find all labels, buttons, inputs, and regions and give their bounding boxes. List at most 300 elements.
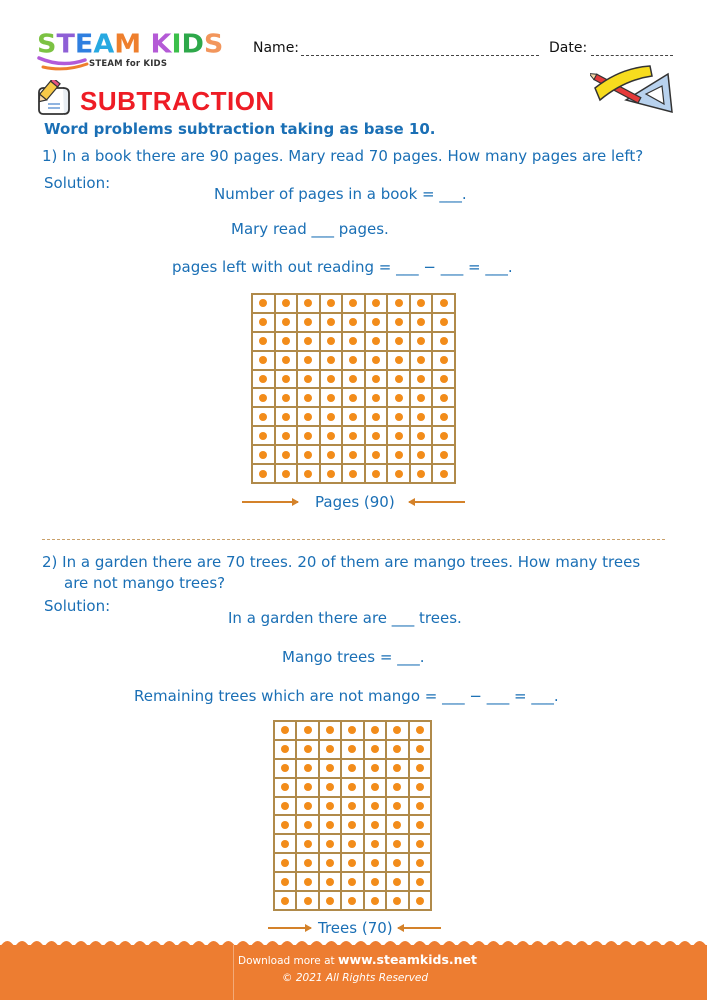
grid-cell xyxy=(274,778,296,797)
name-field[interactable] xyxy=(301,55,539,56)
grid-cell xyxy=(274,853,296,872)
grid-cell xyxy=(252,388,275,407)
instruction-text: Word problems subtraction taking as base 10. xyxy=(44,120,436,138)
grid-cell xyxy=(364,872,386,891)
grid-cell xyxy=(432,332,455,351)
grid-cell xyxy=(275,332,298,351)
dot-icon xyxy=(372,356,380,364)
scallop-border xyxy=(0,937,707,947)
grid-cell xyxy=(319,778,341,797)
grid-cell xyxy=(365,464,388,483)
grid-cell xyxy=(296,834,318,853)
footer-download-text xyxy=(238,952,477,967)
grid-cell xyxy=(319,721,341,740)
grid-cell xyxy=(297,426,320,445)
grid-cell xyxy=(342,351,365,370)
grid-cell xyxy=(432,407,455,426)
grid-cell xyxy=(320,313,343,332)
trees-dot-grid xyxy=(273,720,432,911)
dot-icon xyxy=(416,783,424,791)
dot-icon xyxy=(327,337,335,345)
grid-cell xyxy=(296,853,318,872)
grid-cell xyxy=(252,445,275,464)
dot-icon xyxy=(281,783,289,791)
grid-cell xyxy=(252,407,275,426)
dot-icon xyxy=(417,375,425,383)
grid-cell xyxy=(320,294,343,313)
dot-icon xyxy=(349,318,357,326)
copyright-text: © 2021 All Rights Reserved xyxy=(282,972,429,984)
grid-cell xyxy=(319,740,341,759)
grid-cell xyxy=(432,370,455,389)
grid-cell xyxy=(297,407,320,426)
dot-icon xyxy=(395,451,403,459)
grid-cell xyxy=(296,815,318,834)
problem-2-solution-label: Solution: xyxy=(44,597,111,615)
logo-swoosh-icon xyxy=(37,56,97,72)
dot-icon xyxy=(282,413,290,421)
grid-cell xyxy=(342,464,365,483)
dot-icon xyxy=(393,897,401,905)
logo-letter: K xyxy=(150,29,172,60)
dot-icon xyxy=(304,470,312,478)
grid-cell xyxy=(410,351,433,370)
dot-icon xyxy=(393,726,401,734)
dot-icon xyxy=(281,764,289,772)
dot-icon xyxy=(417,356,425,364)
dot-icon xyxy=(393,840,401,848)
grid-cell xyxy=(409,891,431,910)
grid-cell xyxy=(432,313,455,332)
logo-letter xyxy=(141,31,150,60)
footer-divider xyxy=(233,945,234,1000)
website-link[interactable]: www.steamkids.net xyxy=(337,952,478,967)
problem-1-step-1: Number of pages in a book = ___. xyxy=(214,185,467,203)
grid-cell xyxy=(319,815,341,834)
grid-cell xyxy=(297,464,320,483)
dot-icon xyxy=(281,726,289,734)
dot-icon xyxy=(371,897,379,905)
dot-icon xyxy=(259,337,267,345)
problem-2-step-2: Mango trees = ___. xyxy=(282,648,425,666)
grid-cell xyxy=(275,445,298,464)
dot-icon xyxy=(417,413,425,421)
dot-icon xyxy=(371,764,379,772)
dot-icon xyxy=(371,821,379,829)
dot-icon xyxy=(281,859,289,867)
dot-icon xyxy=(348,802,356,810)
grid-cell xyxy=(365,445,388,464)
dot-icon xyxy=(372,470,380,478)
grid-cell xyxy=(387,407,410,426)
logo-letter: M xyxy=(114,29,142,60)
dot-icon xyxy=(395,413,403,421)
dot-icon xyxy=(259,451,267,459)
problem-1-caption: Pages (90) xyxy=(315,493,395,511)
grid-cell xyxy=(274,721,296,740)
dot-icon xyxy=(371,840,379,848)
dot-icon xyxy=(372,318,380,326)
date-field[interactable] xyxy=(591,55,673,56)
grid-cell xyxy=(410,370,433,389)
dot-icon xyxy=(282,318,290,326)
grid-cell xyxy=(320,426,343,445)
dot-icon xyxy=(259,394,267,402)
grid-cell xyxy=(409,778,431,797)
download-prefix: Download more at xyxy=(238,955,338,967)
grid-cell xyxy=(275,407,298,426)
dot-icon xyxy=(326,726,334,734)
problem-1-step-3: pages left with out reading = ___ − ___ = ___. xyxy=(172,258,513,276)
dot-icon xyxy=(259,356,267,364)
dot-icon xyxy=(327,470,335,478)
dot-icon xyxy=(281,840,289,848)
dot-icon xyxy=(259,318,267,326)
grid-cell xyxy=(410,445,433,464)
dot-icon xyxy=(259,470,267,478)
grid-cell xyxy=(365,351,388,370)
grid-cell xyxy=(409,759,431,778)
dot-icon xyxy=(372,432,380,440)
grid-cell xyxy=(365,313,388,332)
grid-cell xyxy=(387,294,410,313)
grid-cell xyxy=(365,388,388,407)
grid-cell xyxy=(319,891,341,910)
dot-icon xyxy=(371,802,379,810)
dot-icon xyxy=(395,432,403,440)
dot-icon xyxy=(372,413,380,421)
grid-cell xyxy=(432,351,455,370)
dot-icon xyxy=(326,783,334,791)
problem-1-step-2: Mary read ___ pages. xyxy=(231,220,389,238)
grid-cell xyxy=(409,740,431,759)
dot-icon xyxy=(326,745,334,753)
dot-icon xyxy=(440,356,448,364)
dot-icon xyxy=(371,745,379,753)
dot-icon xyxy=(416,840,424,848)
dot-icon xyxy=(395,337,403,345)
dot-icon xyxy=(440,318,448,326)
dot-icon xyxy=(304,375,312,383)
dot-icon xyxy=(281,897,289,905)
dot-icon xyxy=(349,470,357,478)
grid-cell xyxy=(364,721,386,740)
grid-cell xyxy=(342,407,365,426)
dot-icon xyxy=(281,802,289,810)
dot-icon xyxy=(304,897,312,905)
dot-icon xyxy=(348,764,356,772)
dot-icon xyxy=(304,859,312,867)
dot-icon xyxy=(281,745,289,753)
dot-icon xyxy=(304,318,312,326)
name-label: Name: xyxy=(253,40,300,56)
problem-2-step-3: Remaining trees which are not mango = ___ − ___ = ___. xyxy=(134,687,559,705)
grid-cell xyxy=(364,759,386,778)
dot-icon xyxy=(348,840,356,848)
grid-cell xyxy=(341,759,363,778)
dot-icon xyxy=(440,451,448,459)
grid-cell xyxy=(275,370,298,389)
grid-cell xyxy=(252,370,275,389)
grid-cell xyxy=(364,853,386,872)
grid-cell xyxy=(341,740,363,759)
dot-icon xyxy=(327,451,335,459)
dot-icon xyxy=(304,356,312,364)
dot-icon xyxy=(372,299,380,307)
dot-icon xyxy=(417,394,425,402)
dot-icon xyxy=(417,470,425,478)
grid-cell xyxy=(274,797,296,816)
grid-cell xyxy=(297,332,320,351)
dot-icon xyxy=(327,375,335,383)
grid-cell xyxy=(341,815,363,834)
dot-icon xyxy=(282,470,290,478)
dot-icon xyxy=(282,375,290,383)
dot-icon xyxy=(417,299,425,307)
grid-cell xyxy=(409,853,431,872)
dot-icon xyxy=(416,802,424,810)
grid-cell xyxy=(386,778,408,797)
grid-cell xyxy=(386,834,408,853)
left-arrow-icon xyxy=(409,501,465,503)
dot-icon xyxy=(416,859,424,867)
dot-icon xyxy=(327,318,335,326)
dot-icon xyxy=(304,878,312,886)
grid-cell xyxy=(387,313,410,332)
problem-2-question-line-2: are not mango trees? xyxy=(64,574,226,592)
grid-cell xyxy=(297,370,320,389)
grid-cell xyxy=(341,853,363,872)
grid-cell xyxy=(342,313,365,332)
grid-cell xyxy=(274,815,296,834)
grid-cell xyxy=(387,464,410,483)
grid-cell xyxy=(320,464,343,483)
dot-icon xyxy=(395,394,403,402)
dot-icon xyxy=(349,413,357,421)
grid-cell xyxy=(387,445,410,464)
grid-cell xyxy=(296,891,318,910)
problem-2-question-line-1: 2) In a garden there are 70 trees. 20 of them are mango trees. How many trees xyxy=(42,553,641,571)
dot-icon xyxy=(395,375,403,383)
dot-icon xyxy=(416,745,424,753)
dot-icon xyxy=(393,859,401,867)
dot-icon xyxy=(393,821,401,829)
grid-cell xyxy=(275,388,298,407)
grid-cell xyxy=(387,388,410,407)
dot-icon xyxy=(304,299,312,307)
grid-cell xyxy=(320,351,343,370)
grid-cell xyxy=(275,464,298,483)
dot-icon xyxy=(417,318,425,326)
grid-cell xyxy=(364,778,386,797)
dot-icon xyxy=(371,726,379,734)
grid-cell xyxy=(342,370,365,389)
grid-cell xyxy=(386,815,408,834)
dot-icon xyxy=(326,878,334,886)
dot-icon xyxy=(440,394,448,402)
dot-icon xyxy=(393,783,401,791)
dot-icon xyxy=(416,821,424,829)
grid-cell xyxy=(252,464,275,483)
dot-icon xyxy=(348,859,356,867)
grid-cell xyxy=(296,778,318,797)
dot-icon xyxy=(282,451,290,459)
dot-icon xyxy=(348,745,356,753)
grid-cell xyxy=(386,759,408,778)
grid-cell xyxy=(432,294,455,313)
grid-cell xyxy=(410,294,433,313)
grid-cell xyxy=(274,891,296,910)
grid-cell xyxy=(341,872,363,891)
dot-icon xyxy=(416,764,424,772)
grid-cell xyxy=(387,370,410,389)
grid-cell xyxy=(296,721,318,740)
footer xyxy=(0,945,707,1000)
grid-cell xyxy=(297,294,320,313)
section-divider xyxy=(42,539,665,540)
grid-cell xyxy=(432,426,455,445)
grid-cell xyxy=(252,332,275,351)
dot-icon xyxy=(304,821,312,829)
grid-cell xyxy=(432,388,455,407)
dot-icon xyxy=(348,783,356,791)
dot-icon xyxy=(349,356,357,364)
grid-cell xyxy=(297,351,320,370)
grid-cell xyxy=(320,332,343,351)
grid-cell xyxy=(387,332,410,351)
dot-icon xyxy=(349,451,357,459)
dot-icon xyxy=(417,337,425,345)
dot-icon xyxy=(348,821,356,829)
grid-cell xyxy=(320,370,343,389)
dot-icon xyxy=(393,802,401,810)
grid-cell xyxy=(296,740,318,759)
logo-letter: E xyxy=(74,29,94,60)
dot-icon xyxy=(327,394,335,402)
pencil-scroll-icon xyxy=(34,80,74,116)
grid-cell xyxy=(319,834,341,853)
grid-cell xyxy=(410,313,433,332)
grid-cell xyxy=(409,872,431,891)
grid-cell xyxy=(409,797,431,816)
logo-letter: S xyxy=(37,29,57,60)
grid-cell xyxy=(252,426,275,445)
left-arrow-icon xyxy=(398,927,441,929)
grid-cell xyxy=(364,815,386,834)
problem-2-caption: Trees (70) xyxy=(318,919,393,937)
dot-icon xyxy=(326,897,334,905)
grid-cell xyxy=(320,407,343,426)
dot-icon xyxy=(259,375,267,383)
grid-cell xyxy=(386,891,408,910)
grid-cell xyxy=(296,872,318,891)
grid-cell xyxy=(386,721,408,740)
problem-2-step-1: In a garden there are ___ trees. xyxy=(228,609,462,627)
grid-cell xyxy=(387,351,410,370)
dot-icon xyxy=(393,878,401,886)
dot-icon xyxy=(440,413,448,421)
dot-icon xyxy=(349,299,357,307)
dot-icon xyxy=(349,337,357,345)
dot-icon xyxy=(259,299,267,307)
grid-cell xyxy=(252,294,275,313)
grid-cell xyxy=(365,332,388,351)
grid-cell xyxy=(409,815,431,834)
grid-cell xyxy=(252,351,275,370)
dot-icon xyxy=(416,726,424,734)
dot-icon xyxy=(304,337,312,345)
dot-icon xyxy=(416,878,424,886)
dot-icon xyxy=(371,878,379,886)
grid-cell xyxy=(365,370,388,389)
dot-icon xyxy=(440,375,448,383)
grid-cell xyxy=(409,721,431,740)
logo-letter: A xyxy=(93,29,115,60)
steam-kids-logo xyxy=(37,30,237,75)
dot-icon xyxy=(371,859,379,867)
dot-icon xyxy=(416,897,424,905)
dot-icon xyxy=(282,432,290,440)
dot-icon xyxy=(304,726,312,734)
grid-cell xyxy=(275,426,298,445)
dot-icon xyxy=(440,337,448,345)
grid-cell xyxy=(365,294,388,313)
grid-cell xyxy=(364,740,386,759)
logo-subtitle: STEAM for KIDS xyxy=(89,59,168,69)
dot-icon xyxy=(304,840,312,848)
grid-cell xyxy=(275,313,298,332)
dot-icon xyxy=(440,432,448,440)
dot-icon xyxy=(349,394,357,402)
grid-cell xyxy=(274,834,296,853)
dot-icon xyxy=(282,356,290,364)
grid-cell xyxy=(320,445,343,464)
dot-icon xyxy=(326,764,334,772)
grid-cell xyxy=(319,853,341,872)
grid-cell xyxy=(341,778,363,797)
dot-icon xyxy=(395,318,403,326)
dot-icon xyxy=(372,394,380,402)
grid-cell xyxy=(364,891,386,910)
grid-cell xyxy=(386,740,408,759)
dot-icon xyxy=(417,451,425,459)
logo-letter: I xyxy=(171,29,182,60)
grid-cell xyxy=(274,740,296,759)
grid-cell xyxy=(274,872,296,891)
grid-cell xyxy=(275,294,298,313)
ruler-pencil-setsquare-icon xyxy=(590,60,675,115)
dot-icon xyxy=(304,745,312,753)
grid-cell xyxy=(341,797,363,816)
dot-icon xyxy=(259,413,267,421)
dot-icon xyxy=(304,394,312,402)
grid-cell xyxy=(342,388,365,407)
dot-icon xyxy=(282,299,290,307)
dot-icon xyxy=(281,821,289,829)
dot-icon xyxy=(327,413,335,421)
grid-cell xyxy=(297,445,320,464)
dot-icon xyxy=(371,783,379,791)
grid-cell xyxy=(386,797,408,816)
right-arrow-icon xyxy=(242,501,298,503)
dot-icon xyxy=(348,726,356,734)
grid-cell xyxy=(252,313,275,332)
dot-icon xyxy=(395,356,403,364)
grid-cell xyxy=(410,407,433,426)
dot-icon xyxy=(304,432,312,440)
grid-cell xyxy=(319,797,341,816)
dot-icon xyxy=(349,375,357,383)
